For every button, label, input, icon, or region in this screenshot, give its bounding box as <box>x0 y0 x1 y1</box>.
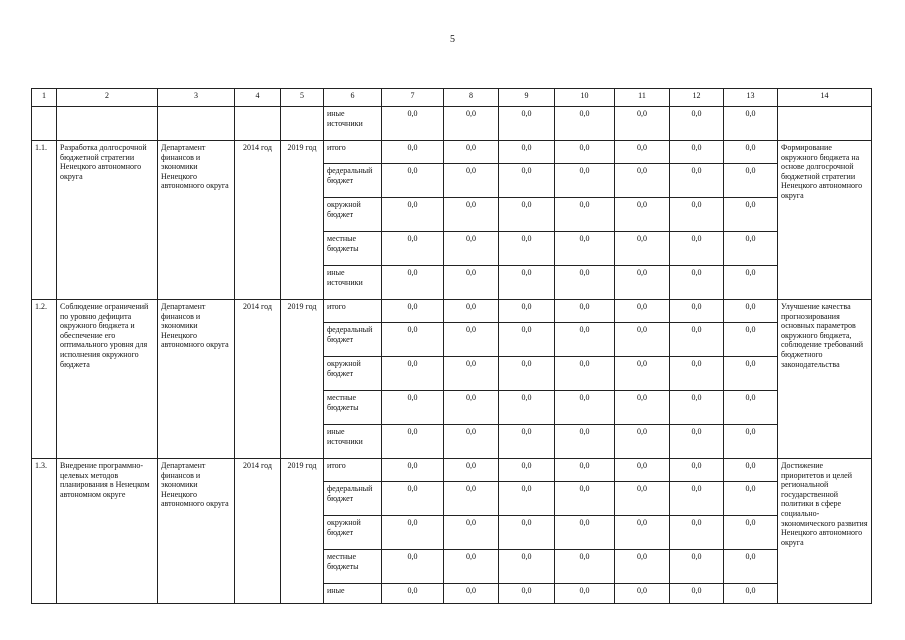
page-number: 5 <box>450 34 455 45</box>
measure-row <box>32 459 872 482</box>
column-header-9: 9 <box>499 89 555 107</box>
value-cell: 0,0 <box>382 323 444 357</box>
value-cell: 0,0 <box>555 584 615 604</box>
value-cell: 0,0 <box>555 391 615 425</box>
value-cell: 0,0 <box>382 482 444 516</box>
column-header-5: 5 <box>281 89 324 107</box>
value-cell: 0,0 <box>444 357 499 391</box>
value-cell: 0,0 <box>382 266 444 300</box>
measure-name: Разработка долгосрочной бюджетной стратегии Ненецкого автономного округа <box>57 141 158 300</box>
funding-source-label: федеральный бюджет <box>324 482 382 516</box>
empty-cell <box>281 107 324 141</box>
value-cell: 0,0 <box>555 323 615 357</box>
value-cell: 0,0 <box>724 300 778 323</box>
value-cell: 0,0 <box>670 550 724 584</box>
value-cell: 0,0 <box>499 584 555 604</box>
measure-row <box>32 141 872 164</box>
value-cell: 0,0 <box>499 141 555 164</box>
value-cell: 0,0 <box>670 425 724 459</box>
value-cell: 0,0 <box>615 107 670 141</box>
column-header-12: 12 <box>670 89 724 107</box>
funding-source-label: федеральный бюджет <box>324 323 382 357</box>
value-cell: 0,0 <box>615 391 670 425</box>
funding-source-label: местные бюджеты <box>324 391 382 425</box>
funding-source-label: итого <box>324 141 382 164</box>
measure-name: Внедрение программно-целевых методов планирования в Ненецком автономном округе <box>57 459 158 604</box>
table-body <box>32 107 872 604</box>
continuation-row <box>32 107 872 141</box>
empty-cell <box>778 107 872 141</box>
value-cell: 0,0 <box>382 198 444 232</box>
value-cell: 0,0 <box>670 300 724 323</box>
value-cell: 0,0 <box>670 323 724 357</box>
value-cell: 0,0 <box>499 266 555 300</box>
value-cell: 0,0 <box>444 107 499 141</box>
value-cell: 0,0 <box>444 584 499 604</box>
value-cell: 0,0 <box>670 391 724 425</box>
start-year: 2014 год <box>235 141 281 300</box>
value-cell: 0,0 <box>444 391 499 425</box>
value-cell: 0,0 <box>555 425 615 459</box>
value-cell: 0,0 <box>555 266 615 300</box>
end-year: 2019 год <box>281 141 324 300</box>
measure-number: 1.1. <box>32 141 57 300</box>
value-cell: 0,0 <box>444 482 499 516</box>
value-cell: 0,0 <box>615 584 670 604</box>
value-cell: 0,0 <box>615 550 670 584</box>
value-cell: 0,0 <box>382 516 444 550</box>
header-row <box>32 89 872 107</box>
measure-number: 1.2. <box>32 300 57 459</box>
value-cell: 0,0 <box>444 323 499 357</box>
value-cell: 0,0 <box>499 107 555 141</box>
column-header-11: 11 <box>615 89 670 107</box>
value-cell: 0,0 <box>555 232 615 266</box>
value-cell: 0,0 <box>499 550 555 584</box>
value-cell: 0,0 <box>499 164 555 198</box>
value-cell: 0,0 <box>499 198 555 232</box>
value-cell: 0,0 <box>444 198 499 232</box>
column-header-2: 2 <box>57 89 158 107</box>
expected-result: Формирование окружного бюджета на основе долгосрочной бюджетной стратегии Ненецкого автономного округа <box>778 141 872 300</box>
value-cell: 0,0 <box>499 425 555 459</box>
value-cell: 0,0 <box>615 164 670 198</box>
value-cell: 0,0 <box>724 164 778 198</box>
value-cell: 0,0 <box>724 198 778 232</box>
value-cell: 0,0 <box>615 266 670 300</box>
value-cell: 0,0 <box>724 141 778 164</box>
value-cell: 0,0 <box>555 550 615 584</box>
value-cell: 0,0 <box>444 141 499 164</box>
value-cell: 0,0 <box>499 459 555 482</box>
column-header-4: 4 <box>235 89 281 107</box>
value-cell: 0,0 <box>382 141 444 164</box>
value-cell: 0,0 <box>615 357 670 391</box>
value-cell: 0,0 <box>615 323 670 357</box>
value-cell: 0,0 <box>555 357 615 391</box>
empty-cell <box>235 107 281 141</box>
value-cell: 0,0 <box>382 232 444 266</box>
value-cell: 0,0 <box>670 232 724 266</box>
column-header-7: 7 <box>382 89 444 107</box>
value-cell: 0,0 <box>555 482 615 516</box>
column-header-14: 14 <box>778 89 872 107</box>
value-cell: 0,0 <box>615 425 670 459</box>
value-cell: 0,0 <box>499 357 555 391</box>
value-cell: 0,0 <box>444 164 499 198</box>
value-cell: 0,0 <box>670 198 724 232</box>
value-cell: 0,0 <box>382 300 444 323</box>
value-cell: 0,0 <box>615 198 670 232</box>
value-cell: 0,0 <box>444 300 499 323</box>
funding-source-label: итого <box>324 300 382 323</box>
responsible-executor: Департамент финансов и экономики Ненецкого автономного округа <box>158 141 235 300</box>
value-cell: 0,0 <box>444 425 499 459</box>
value-cell: 0,0 <box>444 459 499 482</box>
value-cell: 0,0 <box>615 516 670 550</box>
funding-source-label: иные источники <box>324 266 382 300</box>
value-cell: 0,0 <box>724 232 778 266</box>
measure-number: 1.3. <box>32 459 57 604</box>
expected-result: Улучшение качества прогнозирования основных параметров окружного бюджета, соблюдение требований бюджетного законодательства <box>778 300 872 459</box>
value-cell: 0,0 <box>555 107 615 141</box>
measure-row <box>32 300 872 323</box>
end-year: 2019 год <box>281 300 324 459</box>
column-header-13: 13 <box>724 89 778 107</box>
value-cell: 0,0 <box>670 516 724 550</box>
value-cell: 0,0 <box>555 459 615 482</box>
value-cell: 0,0 <box>670 107 724 141</box>
value-cell: 0,0 <box>499 482 555 516</box>
column-header-1: 1 <box>32 89 57 107</box>
responsible-executor: Департамент финансов и экономики Ненецкого автономного округа <box>158 459 235 604</box>
funding-source-label: местные бюджеты <box>324 550 382 584</box>
value-cell: 0,0 <box>670 482 724 516</box>
funding-source-label: иные <box>324 584 382 604</box>
measure-name: Соблюдение ограничений по уровню дефицита окружного бюджета и обеспечение его оптимального уровня для исполнения окружного бюджета <box>57 300 158 459</box>
value-cell: 0,0 <box>615 141 670 164</box>
funding-source-label: местные бюджеты <box>324 232 382 266</box>
funding-source-label: окружной бюджет <box>324 516 382 550</box>
end-year: 2019 год <box>281 459 324 604</box>
column-header-8: 8 <box>444 89 499 107</box>
column-header-3: 3 <box>158 89 235 107</box>
value-cell: 0,0 <box>670 141 724 164</box>
empty-cell <box>32 107 57 141</box>
funding-source-label: иные источники <box>324 425 382 459</box>
value-cell: 0,0 <box>382 459 444 482</box>
empty-cell <box>57 107 158 141</box>
column-header-6: 6 <box>324 89 382 107</box>
value-cell: 0,0 <box>555 141 615 164</box>
funding-source-label: федеральный бюджет <box>324 164 382 198</box>
value-cell: 0,0 <box>555 164 615 198</box>
value-cell: 0,0 <box>724 357 778 391</box>
value-cell: 0,0 <box>724 425 778 459</box>
funding-source-label: окружной бюджет <box>324 357 382 391</box>
value-cell: 0,0 <box>670 266 724 300</box>
value-cell: 0,0 <box>724 584 778 604</box>
responsible-executor: Департамент финансов и экономики Ненецкого автономного округа <box>158 300 235 459</box>
value-cell: 0,0 <box>615 459 670 482</box>
value-cell: 0,0 <box>615 232 670 266</box>
value-cell: 0,0 <box>670 584 724 604</box>
program-measures-table <box>31 88 872 604</box>
value-cell: 0,0 <box>382 164 444 198</box>
funding-source-label: итого <box>324 459 382 482</box>
value-cell: 0,0 <box>444 266 499 300</box>
value-cell: 0,0 <box>724 107 778 141</box>
value-cell: 0,0 <box>382 391 444 425</box>
value-cell: 0,0 <box>724 459 778 482</box>
value-cell: 0,0 <box>724 482 778 516</box>
value-cell: 0,0 <box>499 323 555 357</box>
empty-cell <box>158 107 235 141</box>
value-cell: 0,0 <box>499 516 555 550</box>
value-cell: 0,0 <box>724 516 778 550</box>
column-header-10: 10 <box>555 89 615 107</box>
value-cell: 0,0 <box>444 550 499 584</box>
funding-source-label: окружной бюджет <box>324 198 382 232</box>
value-cell: 0,0 <box>670 459 724 482</box>
value-cell: 0,0 <box>724 323 778 357</box>
value-cell: 0,0 <box>555 516 615 550</box>
start-year: 2014 год <box>235 300 281 459</box>
value-cell: 0,0 <box>670 164 724 198</box>
table-header <box>32 89 872 107</box>
value-cell: 0,0 <box>382 425 444 459</box>
value-cell: 0,0 <box>499 232 555 266</box>
value-cell: 0,0 <box>724 391 778 425</box>
value-cell: 0,0 <box>382 550 444 584</box>
value-cell: 0,0 <box>382 107 444 141</box>
funding-source-label: иные источники <box>324 107 382 141</box>
value-cell: 0,0 <box>670 357 724 391</box>
value-cell: 0,0 <box>444 232 499 266</box>
value-cell: 0,0 <box>724 550 778 584</box>
value-cell: 0,0 <box>555 198 615 232</box>
value-cell: 0,0 <box>615 482 670 516</box>
value-cell: 0,0 <box>499 300 555 323</box>
value-cell: 0,0 <box>555 300 615 323</box>
value-cell: 0,0 <box>444 516 499 550</box>
expected-result: Достижение приоритетов и целей региональной государственной политики в сфере социально-экономического развития Ненецкого автономного округа <box>778 459 872 604</box>
value-cell: 0,0 <box>499 391 555 425</box>
value-cell: 0,0 <box>724 266 778 300</box>
value-cell: 0,0 <box>382 584 444 604</box>
value-cell: 0,0 <box>382 357 444 391</box>
start-year: 2014 год <box>235 459 281 604</box>
value-cell: 0,0 <box>615 300 670 323</box>
